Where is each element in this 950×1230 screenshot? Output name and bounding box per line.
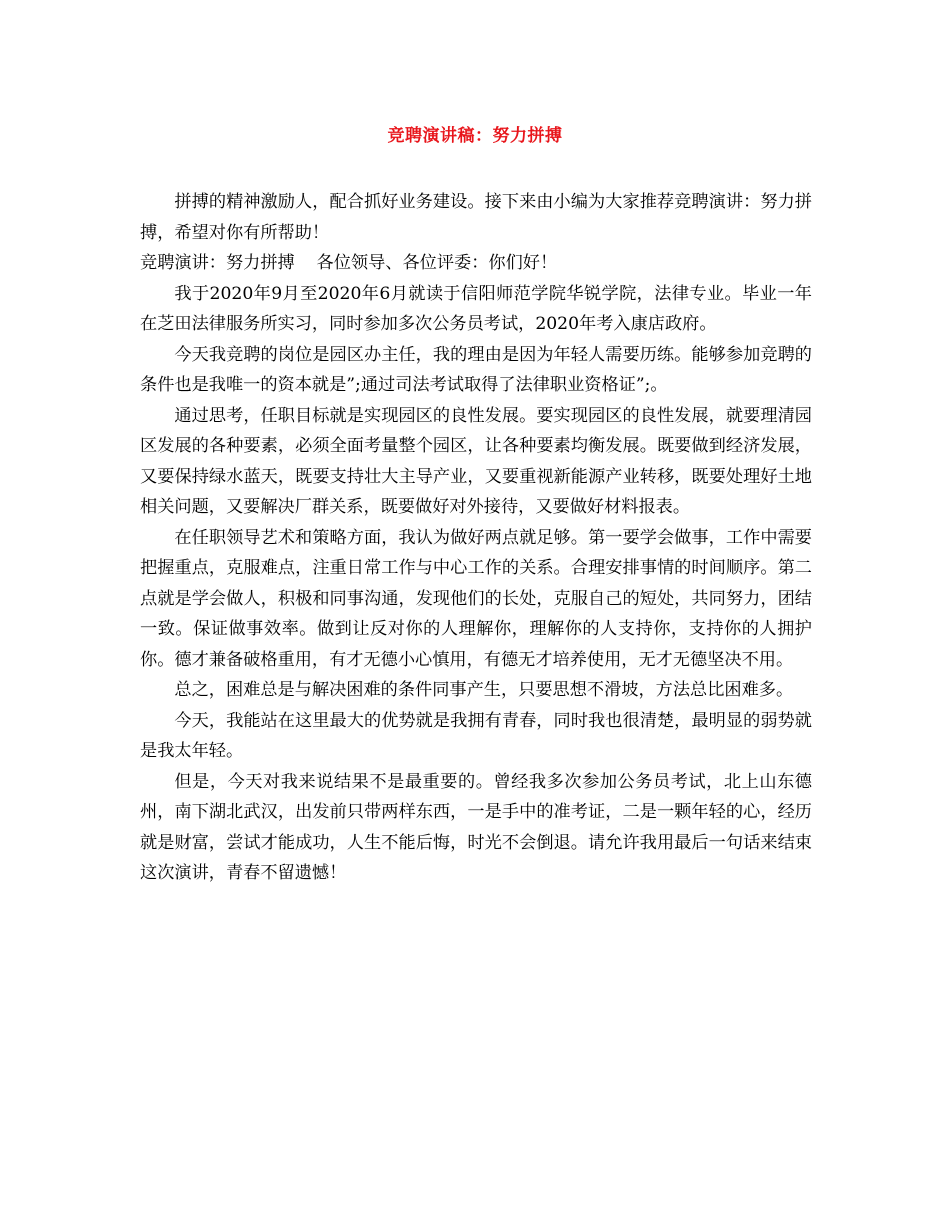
document-body	[140, 187, 812, 889]
paragraph-strengths: 今天，我能站在这里最大的优势就是我拥有青春，同时我也很清楚，最明显的弱势就是我太年轻。	[140, 710, 812, 761]
paragraph-goals: 通过思考，任职目标就是实现园区的良性发展。要实现园区的良性发展，就要理清园区发展的各种要素，必须全面考量整个园区，让各种要素均衡发展。既要做到经济发展，又要保持绿水蓝天，既要支持壮大主导产业，又要重视新能源产业转移，既要处理好土地相关问题，又要解决厂群关系，既要做好对外接待，又要做好材料报表。	[140, 405, 812, 517]
paragraph-difficulties: 总之，困难总是与解决困难的条件同事产生，只要思想不滑坡，方法总比困难多。	[174, 680, 794, 700]
paragraph-greeting: 竞聘演讲：努力拼搏 各位领导、各位评委：你们好！	[140, 253, 558, 273]
document-title: 竞聘演讲稿：努力拼搏	[387, 126, 563, 146]
paragraph-intro: 拼搏的精神激励人，配合抓好业务建设。接下来由小编为大家推荐竞聘演讲：努力拼搏，希望对你有所帮助！	[140, 192, 812, 243]
paragraph-position: 今天我竞聘的岗位是园区办主任，我的理由是因为年轻人需要历练。能够参加竞聘的条件也是我唯一的资本就是”;通过司法考试取得了法律职业资格证”;。	[140, 344, 812, 395]
paragraph-leadership: 在任职领导艺术和策略方面，我认为做好两点就足够。第一要学会做事，工作中需要把握重点，克服难点，注重日常工作与中心工作的关系。合理安排事情的时间顺序。第二点就是学会做人，积极和同事沟通，发现他们的长处，克服自己的短处，共同努力，团结一致。保证做事效率。做到让反对你的人理解你，理解你的人支持你，支持你的人拥护你。德才兼备破格重用，有才无德小心慎用，有德无才培养使用，无才无德坚决不用。	[140, 527, 812, 670]
paragraph-closing: 但是，今天对我来说结果不是最重要的。曾经我多次参加公务员考试，北上山东德州，南下湖北武汉，出发前只带两样东西，一是手中的准考证，二是一颗年轻的心，经历就是财富，尝试才能成功，人生不能后悔，时光不会倒退。请允许我用最后一句话来结束这次演讲，青春不留遗憾！	[140, 771, 812, 883]
paragraph-background: 我于2020年9月至2020年6月就读于信阳师范学院华锐学院，法律专业。毕业一年在芝田法律服务所实习，同时参加多次公务员考试，2020年考入康店政府。	[140, 283, 812, 334]
